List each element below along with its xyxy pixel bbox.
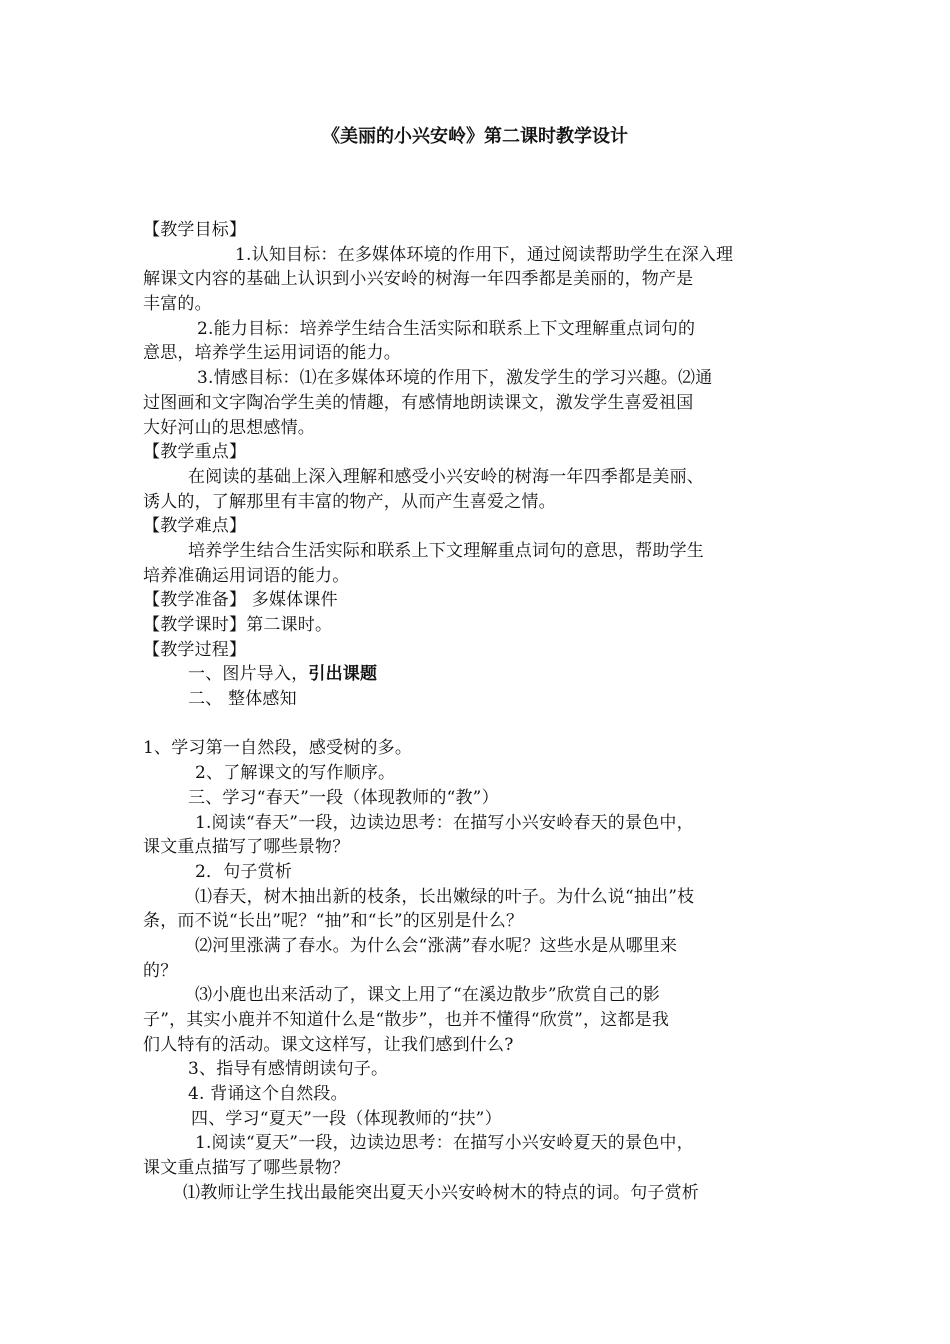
paragraph-line: 在阅读的基础上深入理解和感受小兴安岭的树海一年四季都是美丽、 [188, 466, 704, 487]
paragraph-line: 意思，培养学生运用词语的能力。 [143, 343, 401, 364]
paragraph-line: ⑴教师让学生找出最能突出夏天小兴安岭树木的特点的词。句子赏析 [183, 1182, 699, 1203]
paragraph-line: ⑶小鹿也出来活动了，课文上用了“在溪边散步”欣赏自己的影 [195, 985, 660, 1006]
paragraph-line: 的？ [143, 960, 178, 981]
section-heading-lesson-period: 【教学课时】第二课时。 [143, 615, 333, 635]
section-heading-difficulties: 【教学难点】 [143, 516, 247, 537]
process-step-line [143, 662, 811, 687]
paragraph-line: 们人特有的活动。课文这样写，让我们感到什么? [143, 1034, 514, 1055]
paragraph-line: 1.阅读“夏天”一段，边读边思考：在描写小兴安岭夏天的景色中， [195, 1133, 694, 1154]
paragraph-line: 解课文内容的基础上认识到小兴安岭的树海一年四季都是美丽的，物产是 [143, 269, 694, 290]
paragraph-line: 2、了解课文的写作顺序。 [195, 763, 396, 784]
paragraph-line: 3、指导有感情朗读句子。 [188, 1059, 389, 1080]
section-heading-key-points: 【教学重点】 [143, 442, 247, 463]
paragraph-line: 3.情感目标：⑴在多媒体环境的作用下，激发学生的学习兴趣。⑵通 [197, 368, 713, 389]
paragraph-line: 诱人的，了解那里有丰富的物产，从而产生喜爱之情。 [143, 491, 556, 512]
paragraph-line: 大好河山的思想感情。 [143, 417, 315, 438]
paragraph-line: ⑴春天，树木抽出新的枝条，长出嫩绿的叶子。为什么说“抽出”枝 [195, 886, 695, 907]
document-title: 《美丽的小兴安岭》第二课时教学设计 [322, 126, 628, 147]
section-heading-preparation: 【教学准备】 多媒体课件 [143, 590, 338, 611]
paragraph-line: 2.能力目标：培养学生结合生活实际和联系上下文理解重点词句的 [197, 318, 696, 339]
process-step-line: 三、学习“春天”一段（体现教师的“教”） [188, 787, 499, 808]
paragraph-line: 过图画和文字陶冶学生美的情趣，有感情地朗读课文，激发学生喜爱祖国 [143, 392, 694, 413]
paragraph-line: 课文重点描写了哪些景物？ [143, 1158, 350, 1179]
process-step-line: 四、学习“夏天”一段（体现教师的“扶”） [191, 1108, 502, 1129]
process-step-bold-text: 引出课题 [308, 664, 378, 685]
paragraph-line: 丰富的。 [143, 294, 212, 315]
paragraph-line: 1.阅读“春天”一段，边读边思考：在描写小兴安岭春天的景色中， [195, 812, 694, 833]
paragraph-line: 课文重点描写了哪些景物？ [143, 837, 350, 858]
blank-line [143, 712, 811, 737]
paragraph-line: 4. 背诵这个自然段。 [188, 1084, 348, 1105]
section-heading-objectives: 【教学目标】 [143, 220, 247, 240]
paragraph-line: 1.认知目标：在多媒体环境的作用下，通过阅读帮助学生在深入理 [235, 244, 734, 265]
paragraph-line: 培养准确运用词语的能力。 [143, 565, 350, 586]
paragraph-line: ⑵河里涨满了春水。为什么会“涨满”春水呢？这些水是从哪里来 [195, 935, 678, 956]
document-body [143, 218, 811, 1206]
paragraph-line: 2．句子赏析 [195, 861, 293, 882]
process-step-text: 一、图片导入， [188, 664, 309, 685]
paragraph-line: 子”，其实小鹿并不知道什么是“散步”，也并不懂得“欣赏”，这都是我 [143, 1010, 670, 1030]
paragraph-line: 条，而不说“长出”呢？“抽”和“长”的区别是什么？ [143, 911, 524, 932]
process-step-line: 二、 整体感知 [188, 689, 297, 710]
section-heading-process: 【教学过程】 [143, 639, 247, 660]
paragraph-line: 培养学生结合生活实际和联系上下文理解重点词句的意思，帮助学生 [188, 540, 704, 561]
paragraph-line: 1、学习第一自然段，感受树的多。 [143, 738, 413, 759]
